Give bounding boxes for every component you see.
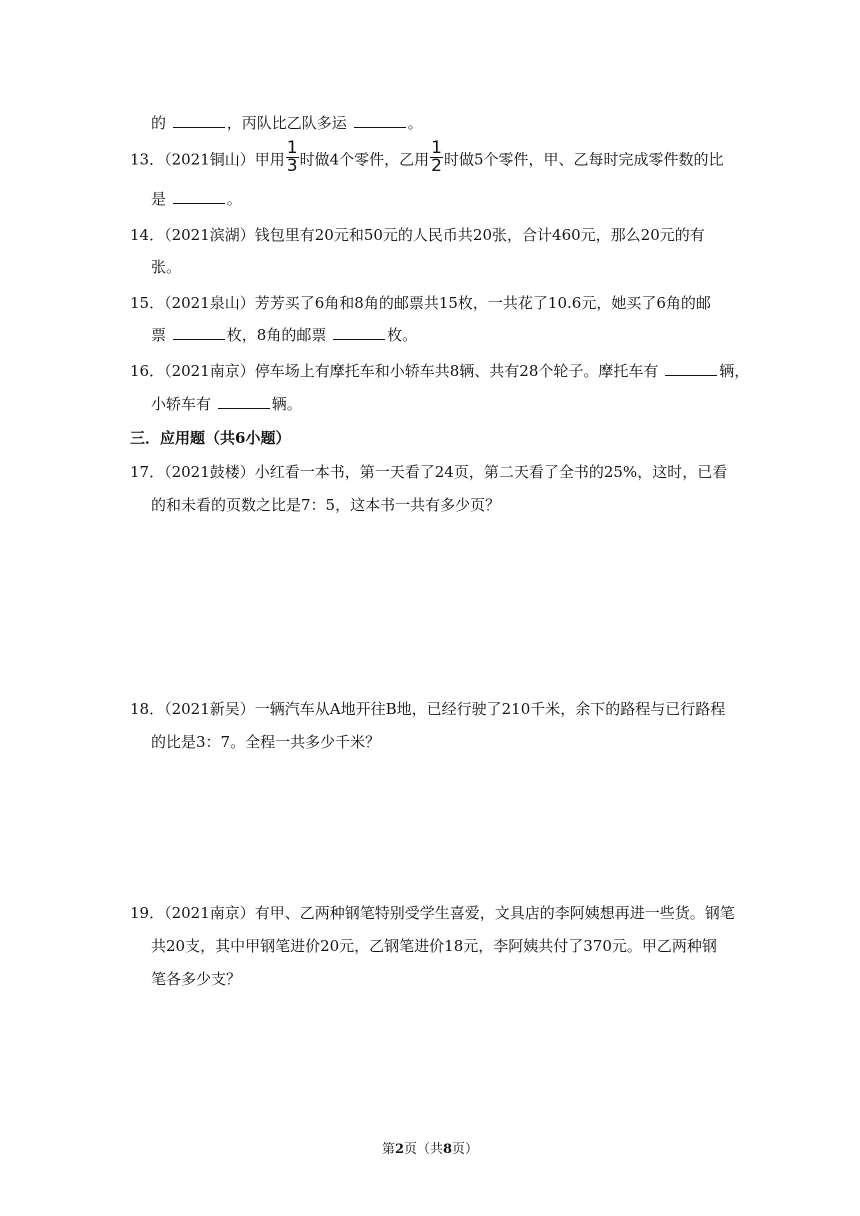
answer-blank[interactable] bbox=[333, 325, 385, 340]
question-18-line-1: 18．（2021新吴）一辆汽车从A地开往B地，已经行驶了210千米，余下的路程与已行路程 bbox=[130, 700, 726, 718]
question-18-line-2: 的比是3：7。全程一共多少千米？ bbox=[151, 733, 381, 751]
current-page: 2 bbox=[394, 1142, 404, 1157]
question-19-line-3: 笔各多少支？ bbox=[151, 970, 242, 988]
total-pages: 8 bbox=[443, 1142, 453, 1157]
answer-blank[interactable] bbox=[173, 189, 225, 204]
q12-continuation: 的 ，丙队比乙队多运 。 bbox=[151, 114, 423, 132]
question-13-line-1: 13．（2021铜山）甲用 $\frac{1}{3}$ 时做4个零件，乙用 $\frac{1}{2}$ 时做5个零件，甲、乙每时完成零件数的比 bbox=[130, 138, 724, 176]
question-19-line-1: 19．（2021南京）有甲、乙两种钢笔特别受学生喜爱，文具店的李阿姨想再进一些货。钢笔 bbox=[130, 904, 735, 922]
page-footer: 第2页（共8页） bbox=[381, 1142, 479, 1157]
question-17-line-1: 17．（2021鼓楼）小红看一本书，第一天看了24页，第二天看了全书的25%，这时，已看 bbox=[130, 463, 728, 481]
answer-blank[interactable] bbox=[354, 113, 406, 128]
answer-blank[interactable] bbox=[173, 325, 225, 340]
question-16-line-1: 16．（2021南京）停车场上有摩托车和小轿车共8辆、共有28个轮子。摩托车有 辆， bbox=[130, 362, 750, 380]
answer-blank[interactable] bbox=[173, 113, 225, 128]
question-19-line-2: 共20支，其中甲钢笔进价20元，乙钢笔进价18元，李阿姨共付了370元。甲乙两种钢 bbox=[151, 937, 717, 955]
answer-blank[interactable] bbox=[665, 361, 717, 376]
question-14-line-2: 张。 bbox=[151, 258, 182, 276]
answer-blank[interactable] bbox=[218, 394, 270, 409]
question-14-line-1: 14．（2021滨湖）钱包里有20元和50元的人民币共20张，合计460元，那么20元的有 bbox=[130, 226, 705, 244]
fraction-one-third: $\frac{1}{3}$ bbox=[286, 138, 298, 176]
question-13-line-2: 是 。 bbox=[151, 190, 242, 208]
section-heading: 三．应用题（共6小题） bbox=[130, 429, 291, 447]
fraction-one-half: $\frac{1}{2}$ bbox=[431, 138, 442, 176]
question-16-line-2: 小轿车有 辆。 bbox=[151, 395, 302, 413]
question-15-line-1: 15．（2021泉山）芳芳买了6角和8角的邮票共15枚，一共花了10.6元，她买了6角的邮 bbox=[130, 294, 711, 312]
question-17-line-2: 的和未看的页数之比是7：5，这本书一共有多少页？ bbox=[151, 496, 501, 514]
question-15-line-2: 票 枚，8角的邮票 枚。 bbox=[151, 326, 418, 344]
